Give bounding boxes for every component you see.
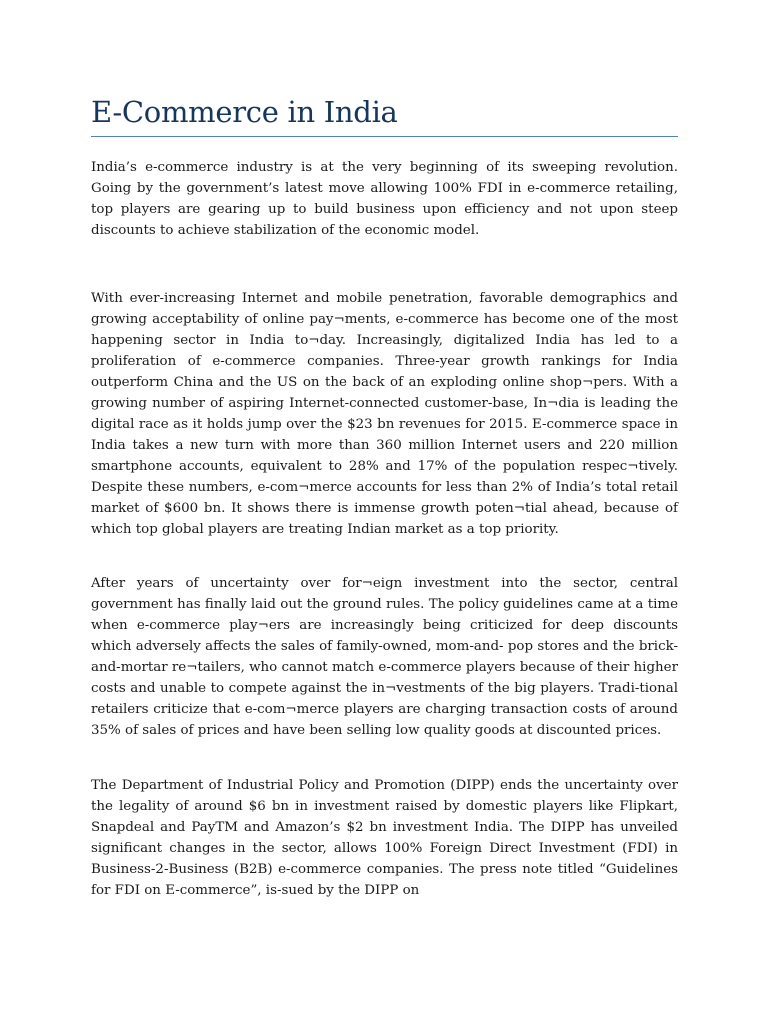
- paragraph-dipp: The Department of Industrial Policy and Promotion (DIPP) ends the uncertainty over the legality of around $6 bn in investment raised by domestic players like Flipkart, Snapdeal and PayTM and Amazon’s $2 bn investment India. The DIPP has unveiled significant changes in the sector, allows 100% Foreign Direct Investment (FDI) in Business-2-Business (B2B) e-commerce companies. The press note titled “Guidelines for FDI on E-commerce”, is-sued by the DIPP on: [91, 778, 678, 898]
- paragraph-intro: India’s e-commerce industry is at the very beginning of its sweeping revolution. Going by the government’s latest move allowing 100% FDI in e-commerce retailing, top players are gearing up to build business upon efficiency and not upon steep discounts to achieve stabilization of the economic model.: [91, 160, 678, 238]
- paragraph-policy: After years of uncertainty over for¬eign investment into the sector, central government has finally laid out the ground rules. The policy guidelines came at a time when e-commerce play¬ers are increasingly being criticized for deep discounts which adversely affects the sales of family-owned, mom-and- pop stores and the brick-and-mortar re¬tailers, who cannot match e-commerce players because of their higher costs and unable to compete against the in¬vestments of the big players. Tradi-tional retailers criticize that e-com¬merce players are charging transaction costs of around 35% of sales of prices and have been selling low quality goods at discounted prices.: [91, 576, 678, 738]
- page-title: E-Commerce in India: [91, 95, 398, 129]
- paragraph-growth: With ever-increasing Internet and mobile penetration, favorable demographics and growing acceptability of online pay¬ments, e-commerce has become one of the most happening sector in India to¬day. Increasingly, digitalized India has led to a proliferation of e-commerce companies. Three-year growth rankings for India outperform China and the US on the back of an exploding online shop¬pers. With a growing number of aspiring Internet-connected customer-base, In¬dia is leading the digital race as it holds jump over the $23 bn revenues for 2015. E-commerce space in India takes a new turn with more than 360 million Internet users and 220 million smartphone accounts, equivalent to 28% and 17% of the population respec¬tively. Despite these numbers, e-com¬merce accounts for less than 2% of India’s total retail market of $600 bn. It shows there is immense growth poten¬tial ahead, because of which top global players are treating Indian market as a top priority.: [91, 291, 678, 537]
- title-underline: [91, 136, 678, 137]
